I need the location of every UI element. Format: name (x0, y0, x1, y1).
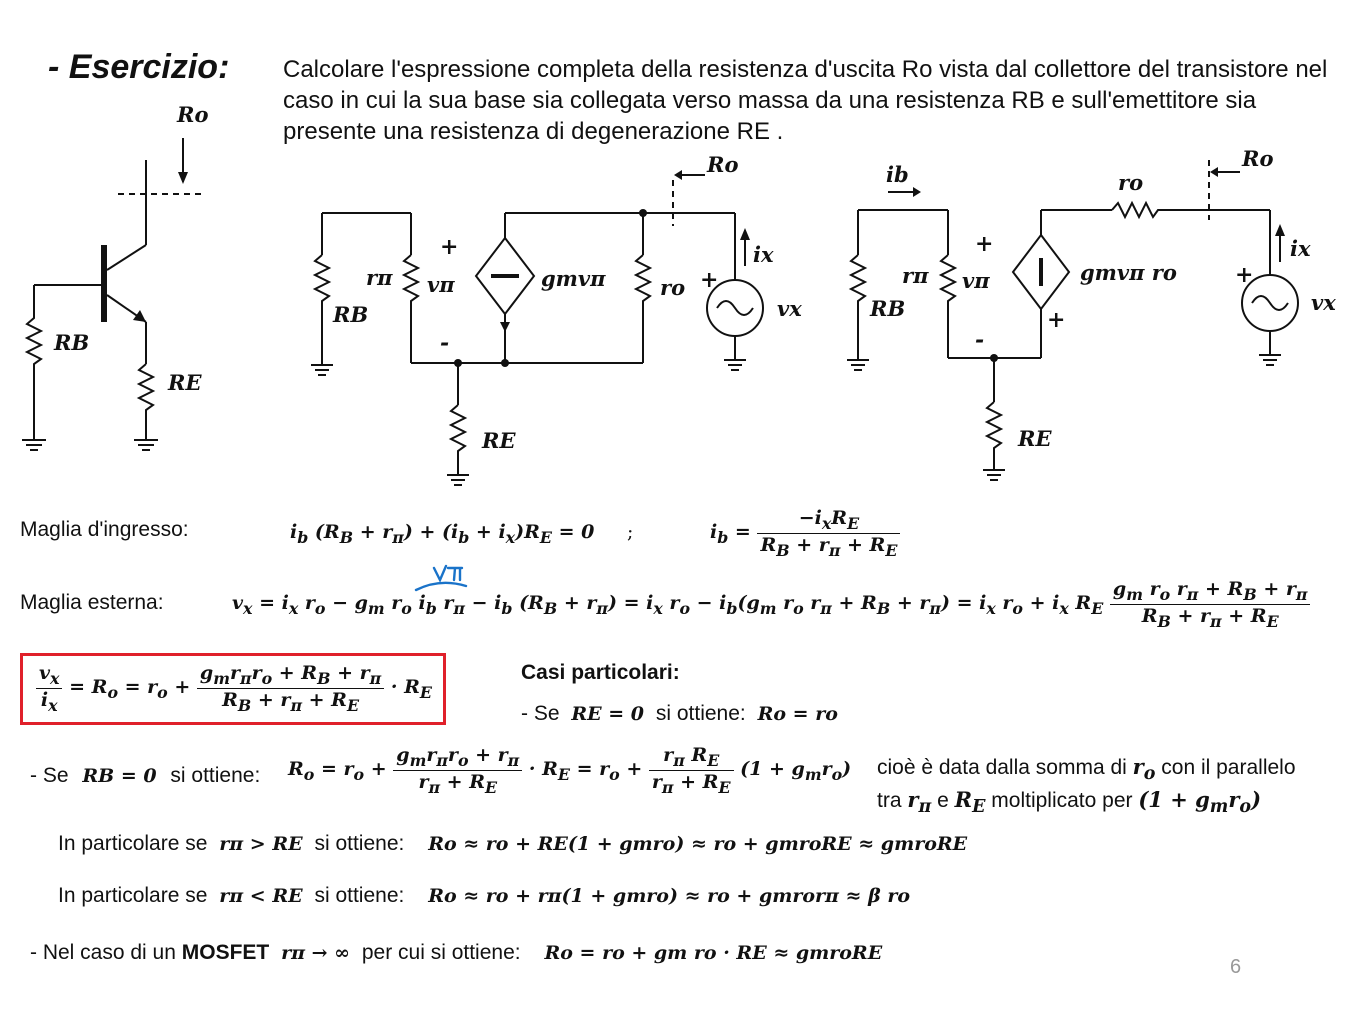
plus-sign: + (440, 234, 459, 260)
label-rpi: rπ (366, 265, 393, 290)
page-number: 6 (1230, 956, 1242, 978)
case-rb-comment: cioè è data dalla somma di $r_o$ con il parallelo tra $r_\pi$ e $R_E$ moltiplicato per $(1 + g_mr_o)$ (877, 754, 1296, 818)
input-mesh-label: Maglia d'ingresso: (20, 518, 189, 541)
label-Ro: Ro (707, 152, 739, 177)
case-rpi-lt-re: In particolare se rπ < RE si ottiene: Ro ≈ ro + rπ(1 + gmro) ≈ ro + gmrorπ ≈ β ro (58, 884, 911, 907)
case-mosfet: - Nel caso di un MOSFET rπ → ∞ per cui si ottiene: Ro = ro + gm ro · RE ≈ gmroRE (30, 941, 883, 964)
outer-mesh-label: Maglia esterna: (20, 591, 164, 614)
case-rpi-gt-re: In particolare se rπ > RE si ottiene: Ro ≈ ro + RE(1 + gmro) ≈ ro + gmroRE ≈ gmroRE (58, 832, 968, 855)
case-rb-zero-label: - Se RB = 0 si ottiene: (30, 764, 261, 787)
label-RB: RB (870, 296, 906, 321)
label-vx: vx (777, 296, 802, 321)
label-ro: ro (660, 275, 686, 300)
plus-sign: + (975, 231, 994, 257)
special-cases-heading: Casi particolari: (521, 661, 680, 684)
label-vpi: vπ (427, 272, 455, 297)
exercise-title: - Esercizio: (48, 48, 230, 86)
label-RE: RE (1018, 426, 1052, 451)
label-gmvpi: gmvπ (541, 266, 606, 291)
label-ix: ix (753, 242, 774, 267)
label-ib: ib (886, 162, 909, 187)
circuit-diagrams (0, 0, 1350, 500)
label-Ro: Ro (177, 102, 209, 127)
label-rpi: rπ (902, 263, 929, 288)
plus-sign: + (1047, 307, 1066, 333)
plus-sign: + (700, 267, 719, 293)
label-ix: ix (1290, 236, 1311, 261)
boxed-result-equation: $\frac{v_x}{i_x}$ = $R_o = r_o$ + $\frac{g_mr_\pi r_o + R_B + r_\pi}{R_B + r_\pi + R_E}$ · $R_E$ (36, 662, 432, 715)
label-RB: RB (54, 330, 90, 355)
minus-sign: - (440, 330, 450, 356)
plus-sign: + (1235, 262, 1254, 288)
case-rb-zero-equation: $R_o = r_o$ + $\frac{g_mr_\pi r_o + r_\pi}{r_\pi + R_E}$ · $R_E = r_o$ + $\frac{r_\pi R_E}{r_\pi + R_E}$ $(1 + g_mr_o)$ (288, 744, 852, 797)
label-gmvpiro: gmvπ ro (1080, 260, 1177, 285)
label-RE: RE (168, 370, 202, 395)
label-vpi: vπ (962, 268, 990, 293)
label-RE: RE (482, 428, 516, 453)
outer-mesh-equation: $v_x = i_x$ $r_o - g_m$ $r_o$ $i_b$ $r_\pi - i_b$ $(R_B + r_\pi) = i_x$ $r_o - i_b(g_m$ $r_o$ $r_\pi + R_B + r_\pi) = i_x$ $r_o + i_x$ $R_E$ $\frac{g_m r_o r_\pi + R_B + r_\pi}{R_B + r_\pi + R_E}$ (232, 578, 1310, 631)
label-Ro: Ro (1242, 146, 1274, 171)
minus-sign: - (975, 327, 985, 353)
input-mesh-equation: $i_b$ $(R_B + r_\pi) + (i_b + i_x)R_E = 0$ ; $i_b$ = $\frac{-i_xR_E}{R_B + r_\pi + R_E}$ (290, 507, 900, 560)
problem-statement: Calcolare l'espressione completa della resistenza d'uscita Ro vista dal collettore del transistore nel caso in cui la sua base sia collegata verso massa da una resistenza RB e sull'emettitore sia presente una resistenza di degenerazione RE . (283, 56, 1328, 145)
case-re-zero: - Se RE = 0 si ottiene: Ro = ro (521, 702, 838, 725)
label-RB: RB (333, 302, 369, 327)
label-vx: vx (1311, 290, 1336, 315)
label-ro: ro (1118, 170, 1144, 195)
